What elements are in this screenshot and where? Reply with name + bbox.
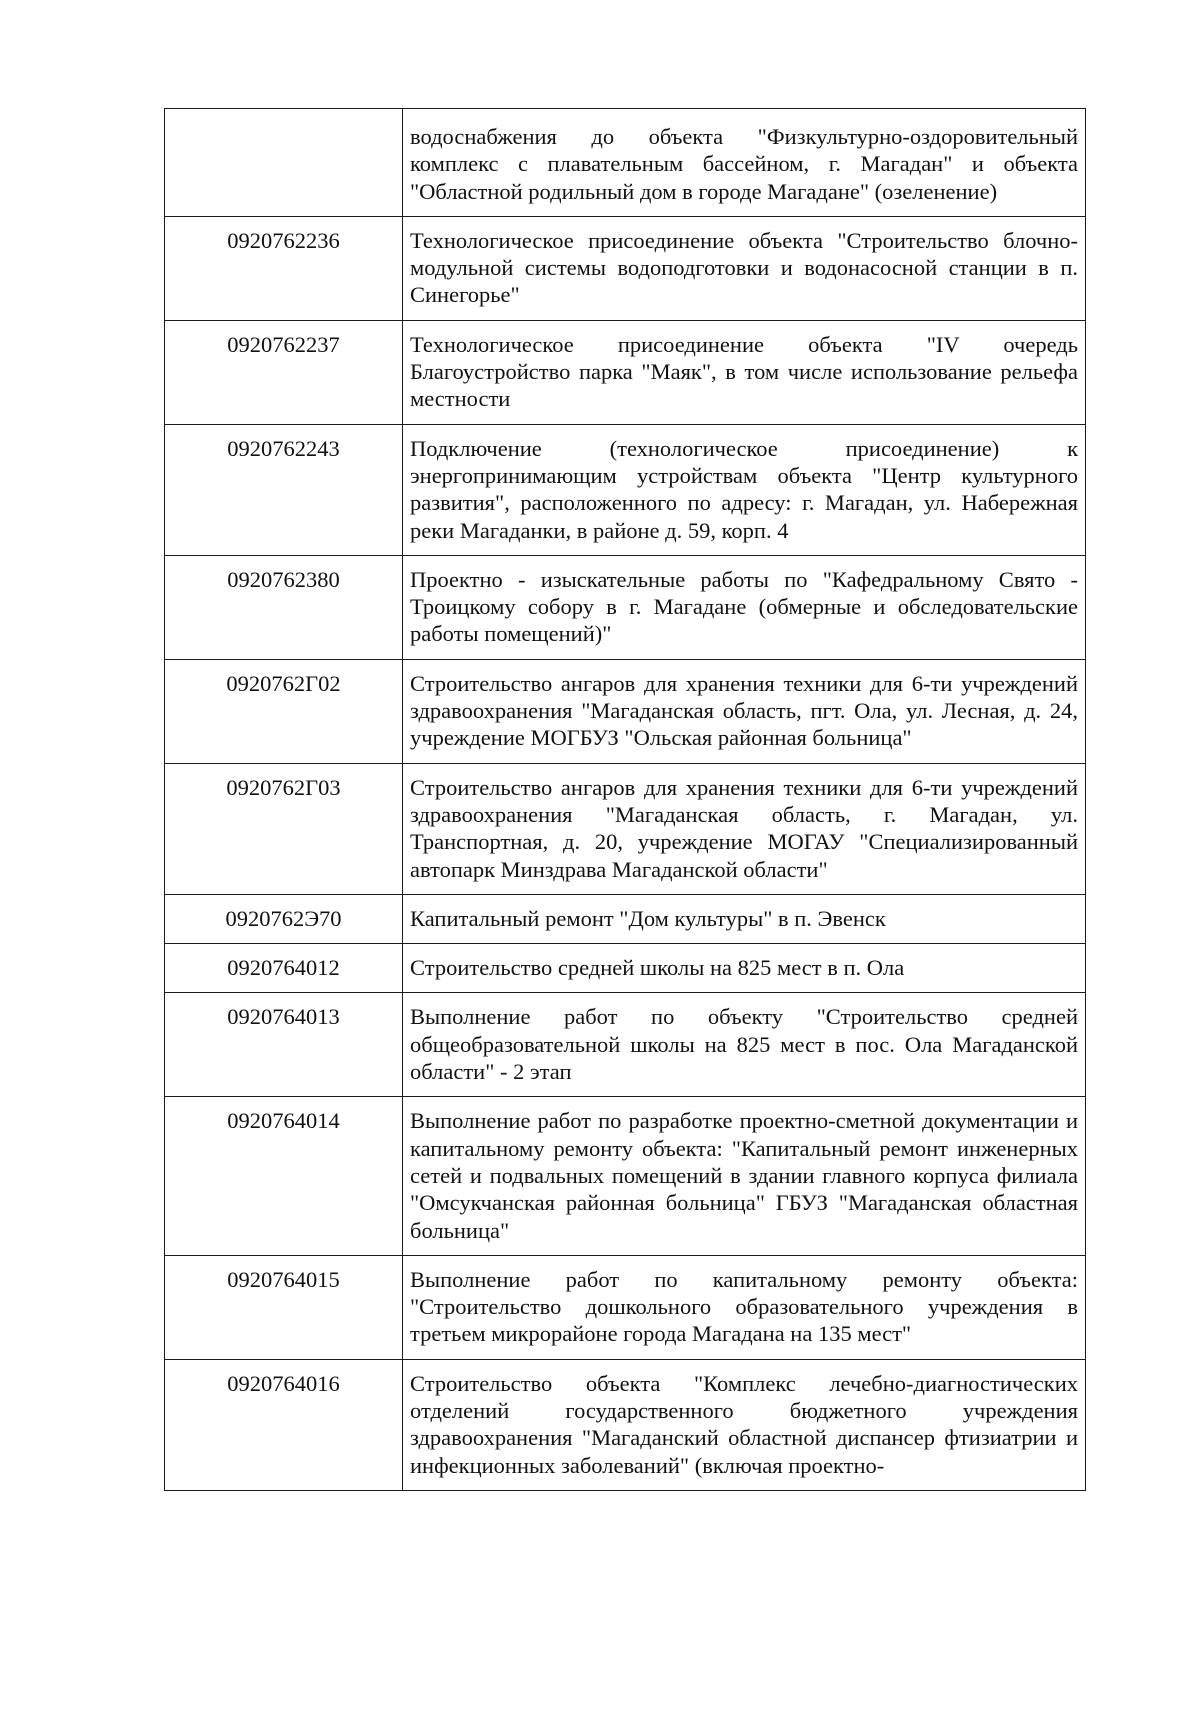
code-cell: 0920762Г03 [165,763,403,894]
description-cell: Проектно - изыскательные работы по "Кафедральному Свято - Троицкому собору в г. Магадане (обмерные и обследовательские работы помещений)" [403,555,1086,659]
table-row [165,763,1086,894]
table-row [165,320,1086,424]
code-cell [165,109,403,217]
description-cell: водоснабжения до объекта "Физкультурно-оздоровительный комплекс с плавательным бассейном, г. Магадан" и объекта "Областной родильный дом в городе Магадане" (озеленение) [403,109,1086,217]
code-cell: 0920762380 [165,555,403,659]
description-cell: Строительство объекта "Комплекс лечебно-диагностических отделений государственного бюджетного учреждения здравоохранения "Магаданский областной диспансер фтизиатрии и инфекционных заболеваний" (включая проектно- [403,1359,1086,1490]
table-row [165,424,1086,555]
table-row [165,1097,1086,1255]
budget-code-table [164,108,1086,1491]
description-cell: Подключение (технологическое присоединение) к энергопринимающим устройствам объекта "Центр культурного развития", расположенного по адресу: г. Магадан, ул. Набережная реки Магаданки, в районе д. 59, корп. 4 [403,424,1086,555]
description-cell: Технологическое присоединение объекта "IV очередь Благоустройство парка "Маяк", в том числе использование рельефа местности [403,320,1086,424]
code-cell: 0920764013 [165,993,403,1097]
description-cell: Выполнение работ по объекту "Строительство средней общеобразовательной школы на 825 мест в пос. Ола Магаданской области" - 2 этап [403,993,1086,1097]
table-body [165,109,1086,1491]
code-cell: 0920764012 [165,944,403,993]
table-row [165,555,1086,659]
description-cell: Строительство средней школы на 825 мест в п. Ола [403,944,1086,993]
code-cell: 0920762236 [165,216,403,320]
table-row [165,1255,1086,1359]
description-cell: Выполнение работ по разработке проектно-сметной документации и капитальному ремонту объекта: "Капитальный ремонт инженерных сетей и подвальных помещений в здании главного корпуса филиала "Омсукчанская районная больница" ГБУЗ "Магаданская областная больница" [403,1097,1086,1255]
table-row [165,1359,1086,1490]
table-row [165,894,1086,943]
code-cell: 0920762Э70 [165,894,403,943]
table-row [165,993,1086,1097]
code-cell: 0920764016 [165,1359,403,1490]
code-cell: 0920764014 [165,1097,403,1255]
table-row [165,109,1086,217]
table-row [165,216,1086,320]
table-row [165,659,1086,763]
table-row [165,944,1086,993]
description-cell: Капитальный ремонт "Дом культуры" в п. Эвенск [403,894,1086,943]
code-cell: 0920762237 [165,320,403,424]
code-cell: 0920764015 [165,1255,403,1359]
description-cell: Строительство ангаров для хранения техники для 6-ти учреждений здравоохранения "Магаданская область, пгт. Ола, ул. Лесная, д. 24, учреждение МОГБУЗ "Ольская районная больница" [403,659,1086,763]
description-cell: Технологическое присоединение объекта "Строительство блочно-модульной системы водоподготовки и водонасосной станции в п. Синегорье" [403,216,1086,320]
code-cell: 0920762Г02 [165,659,403,763]
description-cell: Строительство ангаров для хранения техники для 6-ти учреждений здравоохранения "Магаданская область, г. Магадан, ул. Транспортная, д. 20, учреждение МОГАУ "Специализированный автопарк Минздрава Магаданской области" [403,763,1086,894]
description-cell: Выполнение работ по капитальному ремонту объекта: "Строительство дошкольного образовательного учреждения в третьем микрорайоне города Магадана на 135 мест" [403,1255,1086,1359]
code-cell: 0920762243 [165,424,403,555]
